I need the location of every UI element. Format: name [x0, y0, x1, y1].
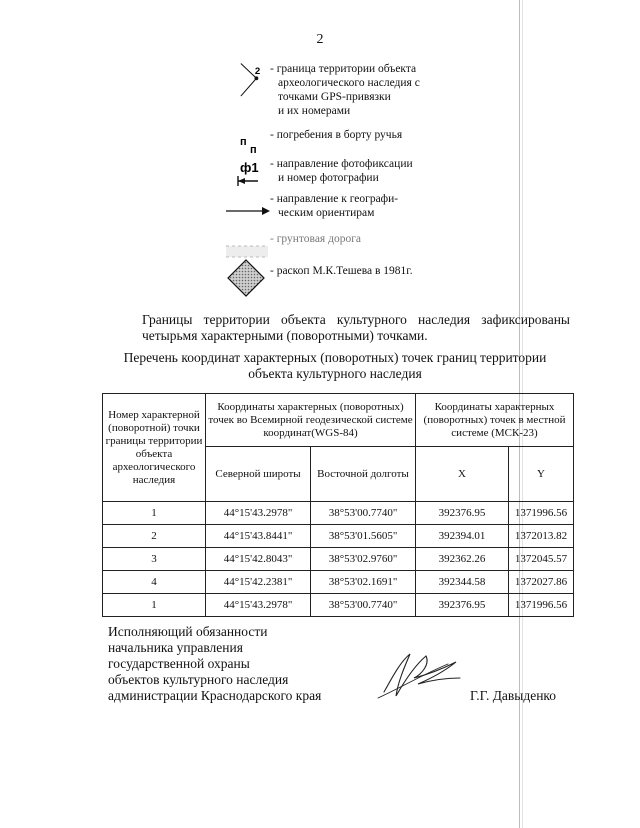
- cell-latitude: 44°15'43.2978": [206, 594, 311, 617]
- legend-text-line: и их номерами: [278, 105, 351, 117]
- table-row: [103, 594, 574, 617]
- arrow-right-icon: [226, 192, 272, 232]
- header-wgs84: Координаты характерных (поворотных) точек во Всемирной геодезической системе координат(WGS-84): [206, 394, 416, 447]
- cell-x: 392344.58: [416, 571, 509, 594]
- cell-point-number: 1: [103, 594, 206, 617]
- legend-text-line: археологического наследия с: [278, 77, 420, 89]
- table-heading-line: Перечень координат характерных (поворотных) точек границ территории: [123, 350, 547, 365]
- boundary-point-number: 2: [254, 65, 261, 77]
- cell-latitude: 44°15'43.2978": [206, 502, 311, 525]
- cell-y: 1371996.56: [509, 594, 574, 617]
- signatory-title-line: Исполняющий обязанности: [108, 624, 268, 639]
- legend-text-line: и номер фотографии: [278, 172, 379, 184]
- boundary-point-icon: [226, 62, 272, 102]
- cell-longitude: 38°53'00.7740": [311, 502, 416, 525]
- header-x: X: [416, 447, 509, 502]
- cell-point-number: 2: [103, 525, 206, 548]
- cell-point-number: 1: [103, 502, 206, 525]
- signatory-title-line: объектов культурного наследия: [108, 672, 289, 687]
- legend-text-line: точками GPS-привязки: [278, 91, 391, 103]
- cell-latitude: 44°15'43.8441": [206, 525, 311, 548]
- legend-text-line: - направление фотофиксации: [270, 158, 413, 170]
- signatory-title-line: начальника управления: [108, 640, 243, 655]
- legend-text-line: - направление к географи-: [270, 193, 399, 205]
- header-msk23: Координаты характерных (поворотных) точек в местной системе (МСК-23): [416, 394, 574, 447]
- legend-text-line: ческим ориентирам: [278, 207, 375, 219]
- cell-longitude: 38°53'01.5605": [311, 525, 416, 548]
- signatory-title-line: администрации Краснодарского края: [108, 688, 322, 703]
- legend-text-line: - погребения в борту ручья: [270, 129, 403, 141]
- cell-x: 392394.01: [416, 525, 509, 548]
- cell-point-number: 3: [103, 548, 206, 571]
- page-number: 2: [316, 32, 324, 47]
- table-row: [103, 548, 574, 571]
- header-east-longitude: Восточной долготы: [311, 447, 416, 502]
- header-north-latitude: Северной широты: [206, 447, 311, 502]
- cell-longitude: 38°53'00.7740": [311, 594, 416, 617]
- legend-text-line: - раскоп М.К.Тешева в 1981г.: [270, 265, 413, 277]
- cell-latitude: 44°15'42.2381": [206, 571, 311, 594]
- cell-y: 1372045.57: [509, 548, 574, 571]
- cell-x: 392362.26: [416, 548, 509, 571]
- cell-x: 392376.95: [416, 594, 509, 617]
- cell-point-number: 4: [103, 571, 206, 594]
- burial-mark-2: п: [250, 144, 257, 156]
- signatory-title: [108, 624, 368, 704]
- cell-y: 1371996.56: [509, 502, 574, 525]
- cell-longitude: 38°53'02.9760": [311, 548, 416, 571]
- photo-label: ф1: [240, 160, 259, 175]
- cell-x: 392376.95: [416, 502, 509, 525]
- cell-longitude: 38°53'02.1691": [311, 571, 416, 594]
- legend-text-line: - граница территории объекта: [270, 63, 417, 75]
- handwritten-signature: [370, 648, 470, 704]
- burial-mark-1: п: [240, 136, 247, 148]
- excavation-diamond-icon: [226, 258, 272, 298]
- boundary-paragraph: [108, 312, 570, 344]
- table-heading-line: объекта культурного наследия: [248, 366, 422, 381]
- table-row: [103, 502, 574, 525]
- paragraph-text: Границы территории объекта культурного наследия зафиксированы четырьмя характерными (поворотными) точками.: [142, 312, 570, 343]
- signatory-title-line: государственной охраны: [108, 656, 250, 671]
- signatory-name: Г.Г. Давыденко: [470, 688, 557, 703]
- coordinates-table: [102, 393, 574, 617]
- legend-text-line: - грунтовая дорога: [270, 233, 362, 245]
- header-y: Y: [509, 447, 574, 502]
- table-row: [103, 571, 574, 594]
- table-heading: [100, 350, 570, 382]
- table-row: [103, 525, 574, 548]
- cell-y: 1372013.82: [509, 525, 574, 548]
- cell-latitude: 44°15'42.8043": [206, 548, 311, 571]
- photo-direction-icon: [226, 155, 272, 195]
- header-point-number: Номер характерной (поворотной) точки границы территории объекта археологического наследия: [103, 394, 206, 502]
- cell-y: 1372027.86: [509, 571, 574, 594]
